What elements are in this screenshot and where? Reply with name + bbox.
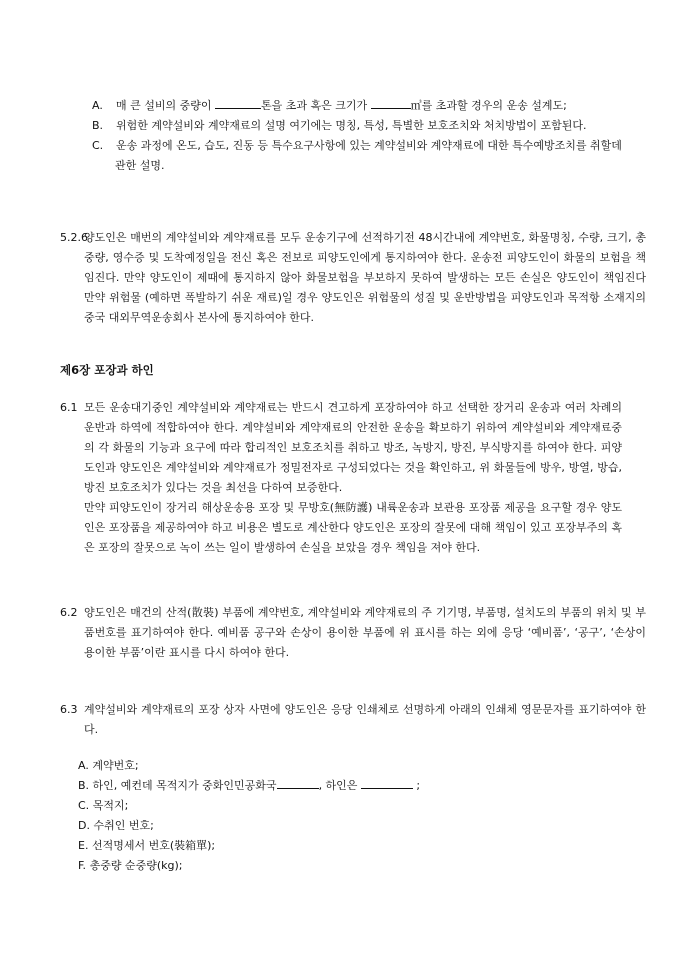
list-item-a xyxy=(92,96,622,116)
clause-6-3-list xyxy=(78,756,618,876)
list-mark: B. xyxy=(78,779,90,792)
list-item-f xyxy=(78,856,618,876)
blank-field xyxy=(371,98,411,109)
clause-number: 6.3 xyxy=(60,703,78,716)
list-mark: E. xyxy=(78,839,89,852)
list-item-text: 총중량 순중량(kg); xyxy=(89,859,183,872)
clause-5-2-6 xyxy=(60,228,646,328)
clause-text: 양도인은 매번의 계약설비와 계약재료를 모두 운송기구에 선적하기전 48시간내에 계약번호, 화물명칭, 수량, 크기, 총중량, 영수증 및 도착예정일을 전신 혹은 전보로 피양도인에게 통지하여야 한다. 운송전 피양도인이 화물의 보험을 책임진다. 만약 양도인이 제때에 통지하지 않아 화물보험을 부보하지 못하여 발생하는 모든 손실은 양도인이 책임진다 만약 위험물 (예하면 폭발하기 쉬운 재료)일 경우 양도인은 위험물의 성질 및 운반방법을 피양도인과 목적항 소재지의 중국 대외무역운송회사 본사에 통지하여야 한다. xyxy=(84,231,646,324)
list-mark: C. xyxy=(92,139,104,152)
chapter-title: 제6장 포장과 하인 xyxy=(60,363,154,377)
list-item-d xyxy=(78,816,618,836)
list-mark: F. xyxy=(78,859,87,872)
list-item-text: ㎥를 초과할 경우의 운송 설계도; xyxy=(410,99,567,112)
clause-6-3 xyxy=(60,700,646,740)
list-item-text: 계약번호; xyxy=(92,759,139,772)
clause-5-2-5-list xyxy=(92,96,622,176)
clause-text: 모든 운송대기중인 계약설비와 계약재료는 반드시 견고하게 포장하여야 하고 선택한 장거리 운송과 여러 차례의 운반과 하역에 적합하여야 한다. 계약설비와 계약재료의 안전한 운송을 확보하기 위하여 계약설비와 계약재료중의 각 화물의 기능과 요구에 따라 합리적인 보호조치를 취하고 방조, 녹방지, 방진, 부식방지를 하여야 한다. 피양도인과 양도인은 계약설비와 계약재료가 정밀전자로 구성되었다는 것을 확인하고, 위 화물들에 방우, 방열, 방습, 방진 보호조치가 있다는 것을 최선을 다하여 보증한다. xyxy=(84,401,622,494)
list-item-text: ; xyxy=(412,779,421,792)
list-mark: A. xyxy=(92,99,103,112)
list-item-text: 위험한 계약설비와 계약재료의 설명 여기에는 명칭, 특성, 특별한 보호조치와 처치방법이 포함된다. xyxy=(116,119,587,132)
list-mark: A. xyxy=(78,759,89,772)
list-item-a xyxy=(78,756,618,776)
list-mark: B. xyxy=(92,119,104,132)
list-item-text: 매 큰 설비의 중량이 xyxy=(116,99,215,112)
blank-field xyxy=(361,778,413,789)
clause-6-2 xyxy=(60,603,646,663)
list-item-e xyxy=(78,836,618,856)
clause-number: 5.2.6 xyxy=(60,231,88,244)
list-mark: D. xyxy=(78,819,90,832)
list-item-text: 톤을 초과 혹은 크기가 xyxy=(261,99,371,112)
list-item-text: , 하인은 xyxy=(318,779,361,792)
clause-number: 6.1 xyxy=(60,401,78,414)
list-item-b xyxy=(78,776,618,796)
blank-field xyxy=(215,98,261,109)
list-item-text: 목적지; xyxy=(92,799,129,812)
clause-text: 양도인은 매건의 산적(散裝) 부품에 계약번호, 계약설비와 계약재료의 주 기기명, 부품명, 설치도의 부품의 위치 및 부품번호를 표기하여야 한다. 예비품 공구와 손상이 용이한 부품에 위 표시를 하는 외에 응당 ‘예비품’, ‘공구’, ‘손상이 용이한 부품’이란 표시를 다시 하여야 한다. xyxy=(84,606,646,659)
list-mark: C. xyxy=(78,799,90,812)
list-item-text: 하인, 예컨데 목적지가 중화인민공화국 xyxy=(92,779,277,792)
list-item-b xyxy=(92,116,622,136)
list-item-text: 수취인 번호; xyxy=(93,819,154,832)
list-item-c xyxy=(92,136,622,176)
list-item-text: 운송 과정에 온도, 습도, 진동 등 특수요구사항에 있는 계약설비와 계약재료에 대한 특수예방조치를 취할데 관한 설명. xyxy=(115,139,622,172)
clause-6-1 xyxy=(60,398,622,558)
clause-text: 만약 피양도인이 장거리 해상운송용 포장 및 무방호(無防護) 내륙운송과 보관용 포장품 제공을 요구할 경우 양도인은 포장품을 제공하여야 하고 비용은 별도로 계산한다 양도인은 포장의 잘못에 대해 책임이 있고 포장부주의 혹은 포장의 잘못으로 녹이 쓰는 일이 발생하여 손실을 보았을 경우 책임을 져야 한다. xyxy=(84,501,622,554)
list-item-text: 선적명세서 번호(裝箱單); xyxy=(91,839,216,852)
clause-number: 6.2 xyxy=(60,606,78,619)
clause-text: 계약설비와 계약재료의 포장 상자 사면에 양도인은 응당 인쇄체로 선명하게 아래의 인쇄체 영문문자를 표기하여야 한다. xyxy=(84,703,646,736)
blank-field xyxy=(277,778,319,789)
list-item-c xyxy=(78,796,618,816)
